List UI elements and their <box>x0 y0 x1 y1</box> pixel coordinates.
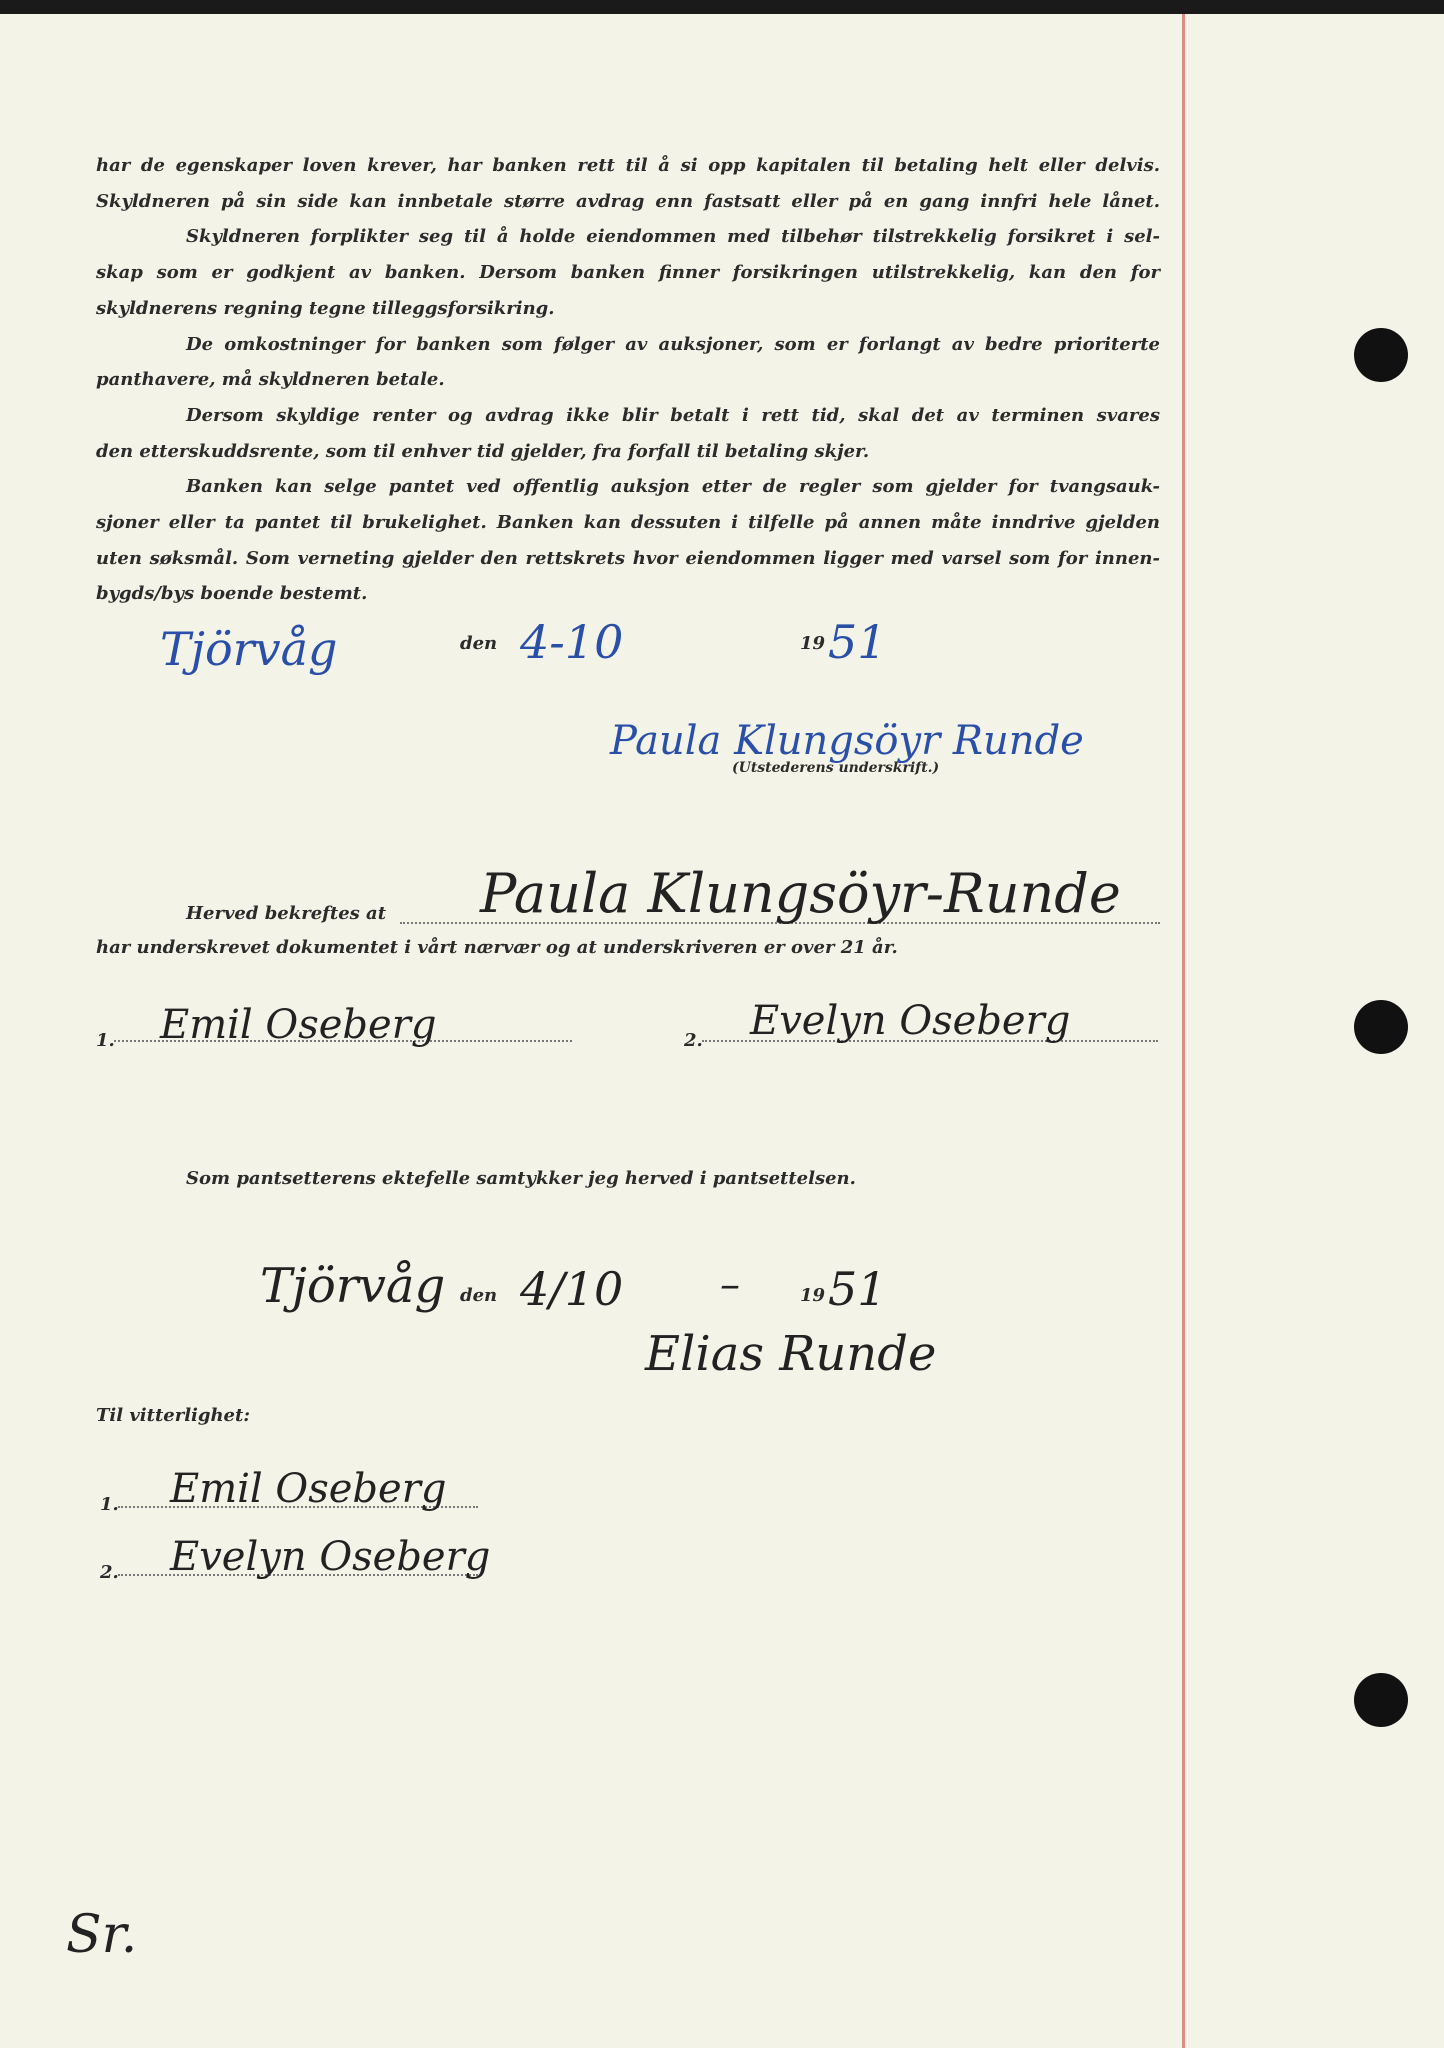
punch-hole-bottom <box>1354 1673 1408 1727</box>
spouse-date-dash: – <box>720 1262 740 1308</box>
handwritten-year: 51 <box>828 615 887 669</box>
body-line: har de egenskaper loven krever, har banken rett til å si opp kapitalen til betaling helt eller delvis. <box>96 155 1160 176</box>
signature-caption: (Utstederens underskrift.) <box>732 760 940 776</box>
year-prefix: 19 <box>800 633 826 654</box>
spouse-handwritten-place: Tjörvåg <box>260 1258 446 1314</box>
body-line: uten søksmål. Som verneting gjelder den rettskrets hvor eiendommen ligger med varsel som for innen- <box>96 547 1160 569</box>
witness-statement: har underskrevet dokumentet i vårt nærvær og at underskriveren er over 21 år. <box>96 937 898 958</box>
margin-initials: Sr. <box>66 1905 138 1965</box>
herved-label: Herved bekreftes at <box>186 903 387 924</box>
body-line: Skyldneren forplikter seg til å holde eiendommen med tilbehør tilstrekkelig forsikret i sel- <box>186 226 1160 248</box>
handwritten-date: 4-10 <box>520 615 624 669</box>
body-line: Dersom skyldige renter og avdrag ikke blir betalt i rett tid, skal det av terminen svares <box>186 404 1160 426</box>
body-line: den etterskuddsrente, som til enhver tid gjelder, fra forfall til betaling skjer. <box>96 440 870 462</box>
body-line: bygds/bys boende bestemt. <box>96 583 368 605</box>
body-line: De omkostninger for banken som følger av auksjoner, som er forlangt av bedre prioriterte <box>186 333 1160 355</box>
issuer-signature: Paula Klungsöyr Runde <box>610 718 1084 764</box>
signer-name-handwritten: Paula Klungsöyr-Runde <box>480 862 1121 925</box>
vitterlighet-2-signature: Evelyn Oseberg <box>170 1534 491 1580</box>
punch-hole-middle <box>1354 1000 1408 1054</box>
spouse-year-prefix: 19 <box>800 1285 826 1306</box>
spouse-signature: Elias Runde <box>645 1326 937 1382</box>
spouse-consent-statement: Som pantsetterens ektefelle samtykker jeg herved i pantsettelsen. <box>186 1168 856 1189</box>
den-label: den <box>460 633 498 654</box>
vitterlighet-label: Til vitterlighet: <box>96 1405 250 1426</box>
handwritten-place: Tjörvåg <box>160 622 338 676</box>
vitterlighet-1-number: 1. <box>100 1494 119 1515</box>
vitterlighet-2-number: 2. <box>100 1562 119 1583</box>
margin-rule <box>1182 14 1185 2048</box>
spouse-den-label: den <box>460 1285 498 1306</box>
punch-hole-top <box>1354 328 1408 382</box>
body-line: Banken kan selge pantet ved offentlig auksjon etter de regler som gjelder for tvangsauk- <box>186 476 1160 498</box>
witness-1-signature: Emil Oseberg <box>160 1002 437 1048</box>
witness-1-number: 1. <box>96 1030 115 1051</box>
body-line: sjoner eller ta pantet til brukelighet. Banken kan dessuten i tilfelle på annen måte inndrive gjelden <box>96 512 1160 534</box>
witness-2-number: 2. <box>684 1030 703 1051</box>
spouse-handwritten-year: 51 <box>828 1262 887 1316</box>
loan-terms-text <box>96 148 1160 612</box>
body-line: skap som er godkjent av banken. Dersom banken finner forsikringen utilstrekkelig, kan den for <box>96 262 1160 284</box>
body-line: panthavere, må skyldneren betale. <box>96 369 445 391</box>
body-line: skyldnerens regning tegne tilleggsforsikring. <box>96 297 555 319</box>
witness-2-signature: Evelyn Oseberg <box>750 998 1071 1044</box>
body-line: Skyldneren på sin side kan innbetale større avdrag enn fastsatt eller på en gang innfri hele lånet. <box>96 190 1160 212</box>
vitterlighet-1-signature: Emil Oseberg <box>170 1466 447 1512</box>
spouse-handwritten-date: 4/10 <box>520 1262 624 1316</box>
